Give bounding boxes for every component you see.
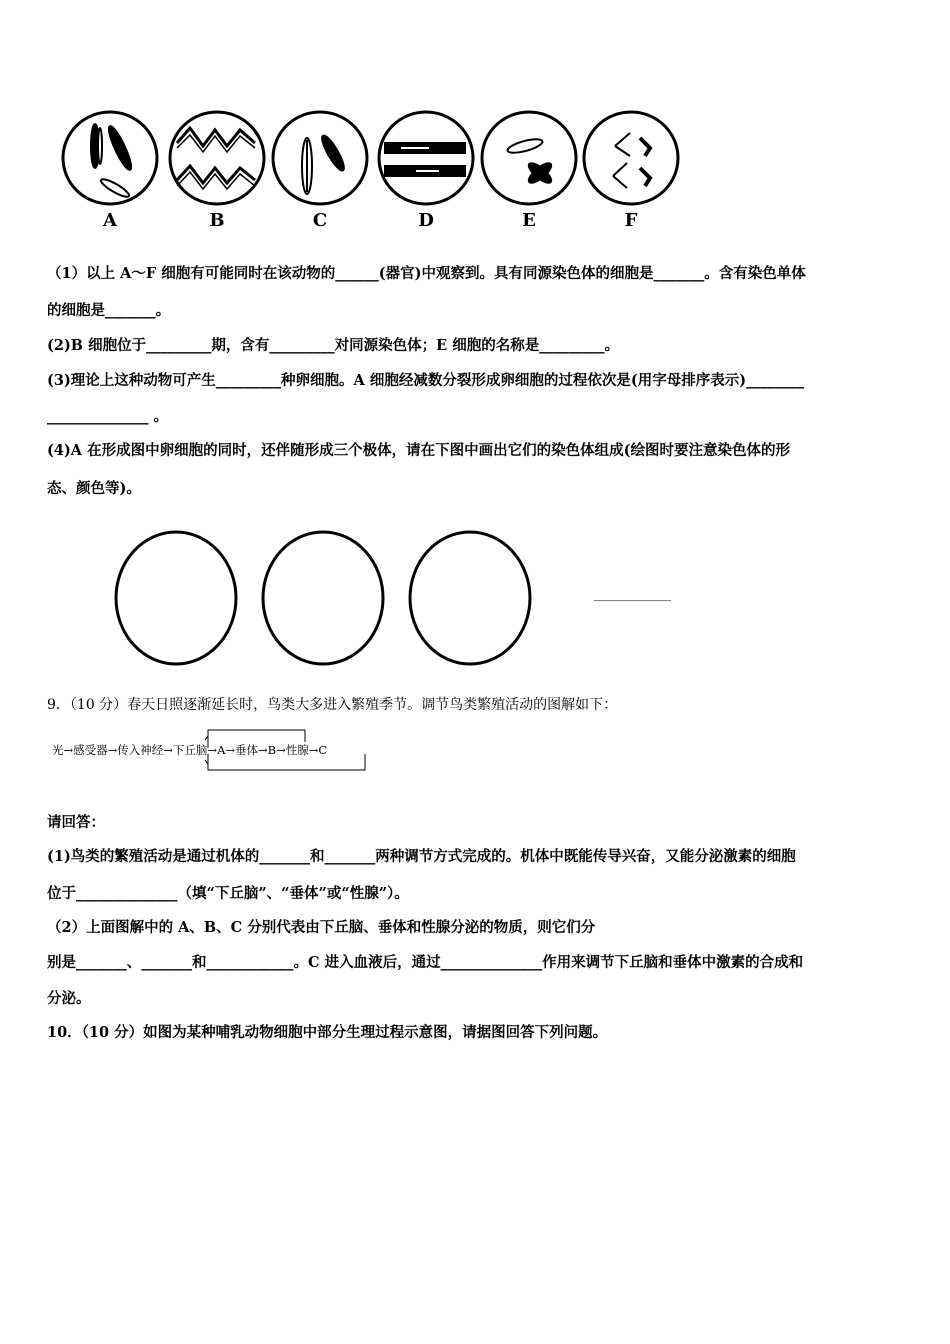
flow-gonad: 性腺 [285, 743, 309, 757]
flow-b: B [267, 743, 277, 757]
q8-part4-line2: 态、颜色等)。 [47, 480, 141, 497]
q9-part1-line2: 位于______________（填“下丘脑”、“垂体”或“性腺”）。 [47, 885, 409, 902]
cell-label-e: E [522, 210, 536, 231]
cell-b-outline [170, 112, 264, 204]
q10-heading: 10．（10 分）如图为某种哺乳动物细胞中部分生理过程示意图，请据图回答下列问题。 [47, 1024, 608, 1041]
cell-c-outline [273, 112, 367, 204]
cell-e-chromosomes [506, 137, 554, 186]
flow-afferent-nerve: 传入神经 [117, 743, 164, 757]
cell-label-c: C [312, 210, 328, 231]
q9-part2-line2: 别是_______、_______和____________。C 进入血液后，通过______________作用来调节下丘脑和垂体中激素的合成和 [47, 954, 804, 971]
cell-f-outline [584, 112, 678, 204]
q8-part3-line1: (3)理论上这种动物可产生_________种卵细胞。A 细胞经减数分裂形成卵细胞的过程依次是(用字母排序表示)________ [47, 372, 805, 389]
empty-circle-2 [263, 532, 383, 664]
cell-f-chromosomes [613, 133, 650, 188]
q8-part2: (2)B 细胞位于_________期，含有_________对同源染色体；E 细胞的名称是_________。 [47, 337, 619, 354]
flow-c: C [318, 743, 328, 757]
flow-receptor: 感受器 [73, 743, 108, 757]
cell-c-chromosomes [302, 133, 347, 194]
cell-division-figure [55, 108, 695, 213]
q8-part3-line2: ______________ 。 [47, 408, 169, 425]
hormone-regulation-diagram: 光→感受器→传入神经→下丘脑→A→垂体→B→性腺→C [52, 743, 328, 757]
feedback-arrows [200, 724, 370, 776]
flow-light: 光 [52, 743, 64, 757]
q9-part1-line1: (1)鸟类的繁殖活动是通过机体的_______和_______两种调节方式完成的。机体中既能传导兴奋，又能分泌激素的细胞 [47, 848, 796, 865]
q9-part2-line3: 分泌。 [47, 990, 91, 1007]
cell-d-chromosomes [385, 143, 465, 176]
drawing-blank-line: ___________ [594, 586, 671, 602]
cell-b-chromosomes [177, 128, 255, 189]
q8-part1-line1: （1）以上 A～F 细胞有可能同时在该动物的______(器官)中观察到。具有同源染色体的细胞是_______。含有染色单体 [47, 265, 806, 282]
cell-label-f: F [624, 210, 638, 231]
cell-label-d: D [418, 210, 434, 231]
cell-label-b: B [209, 210, 225, 231]
cell-label-a: A [103, 210, 117, 231]
cell-e-outline [482, 112, 576, 204]
q8-part4-line1: (4)A 在形成图中卵细胞的同时，还伴随形成三个极体，请在下图中画出它们的染色体组成(绘图时要注意染色体的形 [47, 442, 790, 459]
q9-heading: 9．（10 分）春天日照逐渐延长时，鸟类大多进入繁殖季节。调节鸟类繁殖活动的图解如下： [47, 697, 618, 713]
q9-prompt: 请回答： [47, 814, 105, 831]
cell-d-outline [379, 112, 473, 204]
q9-part2-line1: （2）上面图解中的 A、B、C 分别代表由下丘脑、垂体和性腺分泌的物质，则它们分 [47, 919, 596, 936]
polar-body-drawing-area [110, 526, 540, 668]
flow-hypothalamus: 下丘脑 [172, 743, 208, 757]
empty-circle-3 [410, 532, 530, 664]
cell-a-chromosomes [91, 124, 135, 199]
empty-circle-1 [116, 532, 236, 664]
flow-a: A [217, 743, 226, 757]
flow-pituitary: 垂体 [235, 743, 259, 757]
q8-part1-line2: 的细胞是_______。 [47, 302, 171, 319]
